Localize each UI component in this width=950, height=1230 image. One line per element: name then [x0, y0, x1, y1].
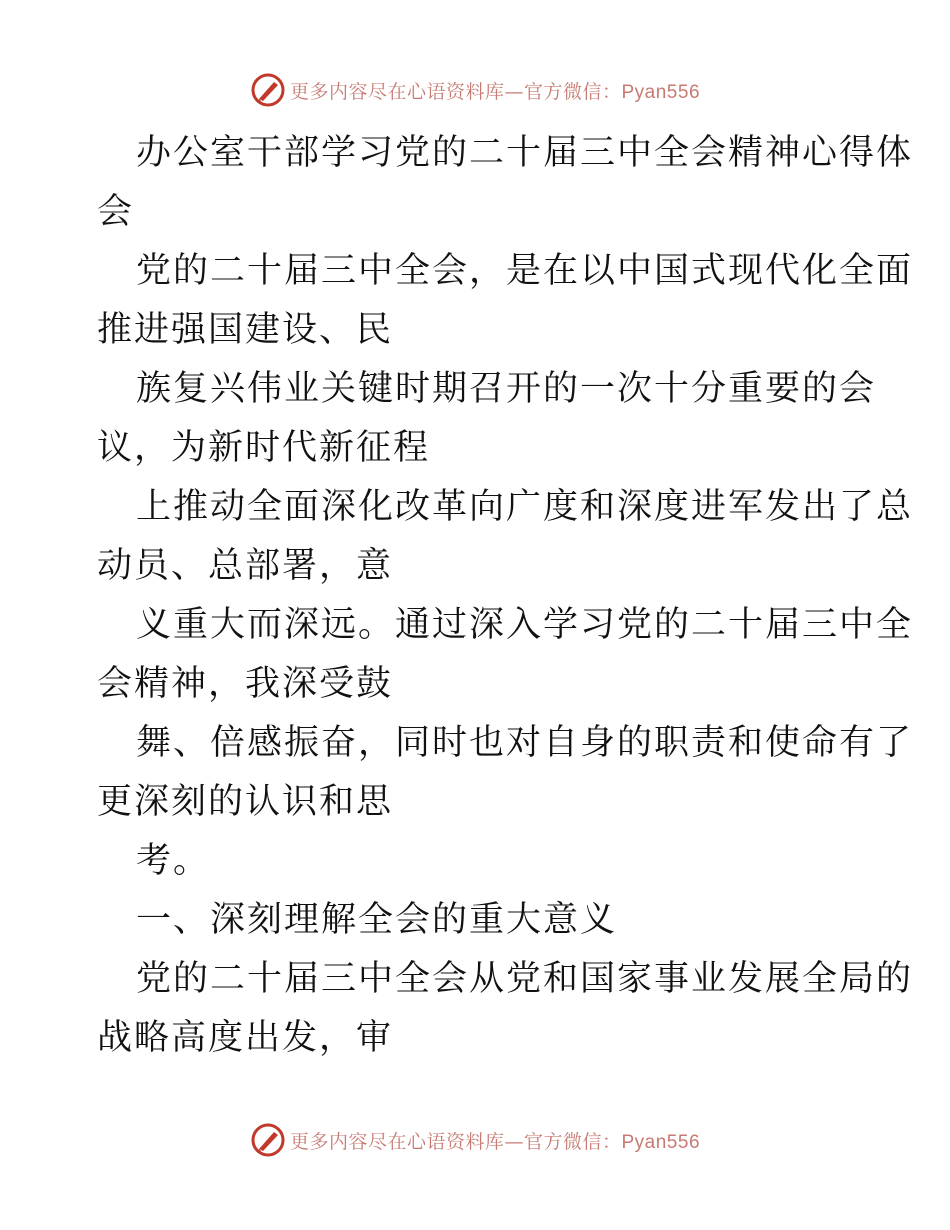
- paragraph-line: 党的二十届三中全会从党和国家事业发展全局的: [136, 959, 914, 999]
- paragraph-line: 党的二十届三中全会，是在以中国式现代化全面: [136, 251, 914, 291]
- doc-title-line: 会: [97, 192, 135, 232]
- doc-title-line: 办公室干部学习党的二十届三中全会精神心得体: [136, 133, 914, 173]
- document-body: [97, 124, 914, 1068]
- paragraph-line: 更深刻的认识和思: [97, 782, 394, 822]
- header-watermark: [0, 70, 950, 110]
- pen-logo-icon: [250, 1122, 286, 1158]
- paragraph-line: 动员、总部署，意: [97, 546, 394, 586]
- paragraph-line: 舞、倍感振奋，同时也对自身的职责和使命有了: [136, 723, 914, 763]
- section-heading: 一、深刻理解全会的重大意义: [136, 900, 618, 940]
- watermark-text: 更多内容尽在心语资料库—官方微信：Pyan556: [289, 80, 701, 103]
- paragraph-line: 会精神，我深受鼓: [97, 664, 394, 704]
- paragraph-line: 战略高度出发，审: [97, 1018, 394, 1058]
- paragraph-line: 族复兴伟业关键时期召开的一次十分重要的会: [136, 369, 877, 409]
- paragraph-line: 考。: [136, 841, 211, 881]
- watermark-text: 更多内容尽在心语资料库—官方微信：Pyan556: [289, 1130, 701, 1153]
- paragraph-line: 上推动全面深化改革向广度和深度进军发出了总: [136, 487, 914, 527]
- paragraph-line: 推进强国建设、民: [97, 310, 394, 350]
- pen-logo-icon: [250, 72, 286, 108]
- paragraph-line: 义重大而深远。通过深入学习党的二十届三中全: [136, 605, 914, 645]
- footer-watermark: [0, 1120, 950, 1160]
- paragraph-line: 议，为新时代新征程: [97, 428, 431, 468]
